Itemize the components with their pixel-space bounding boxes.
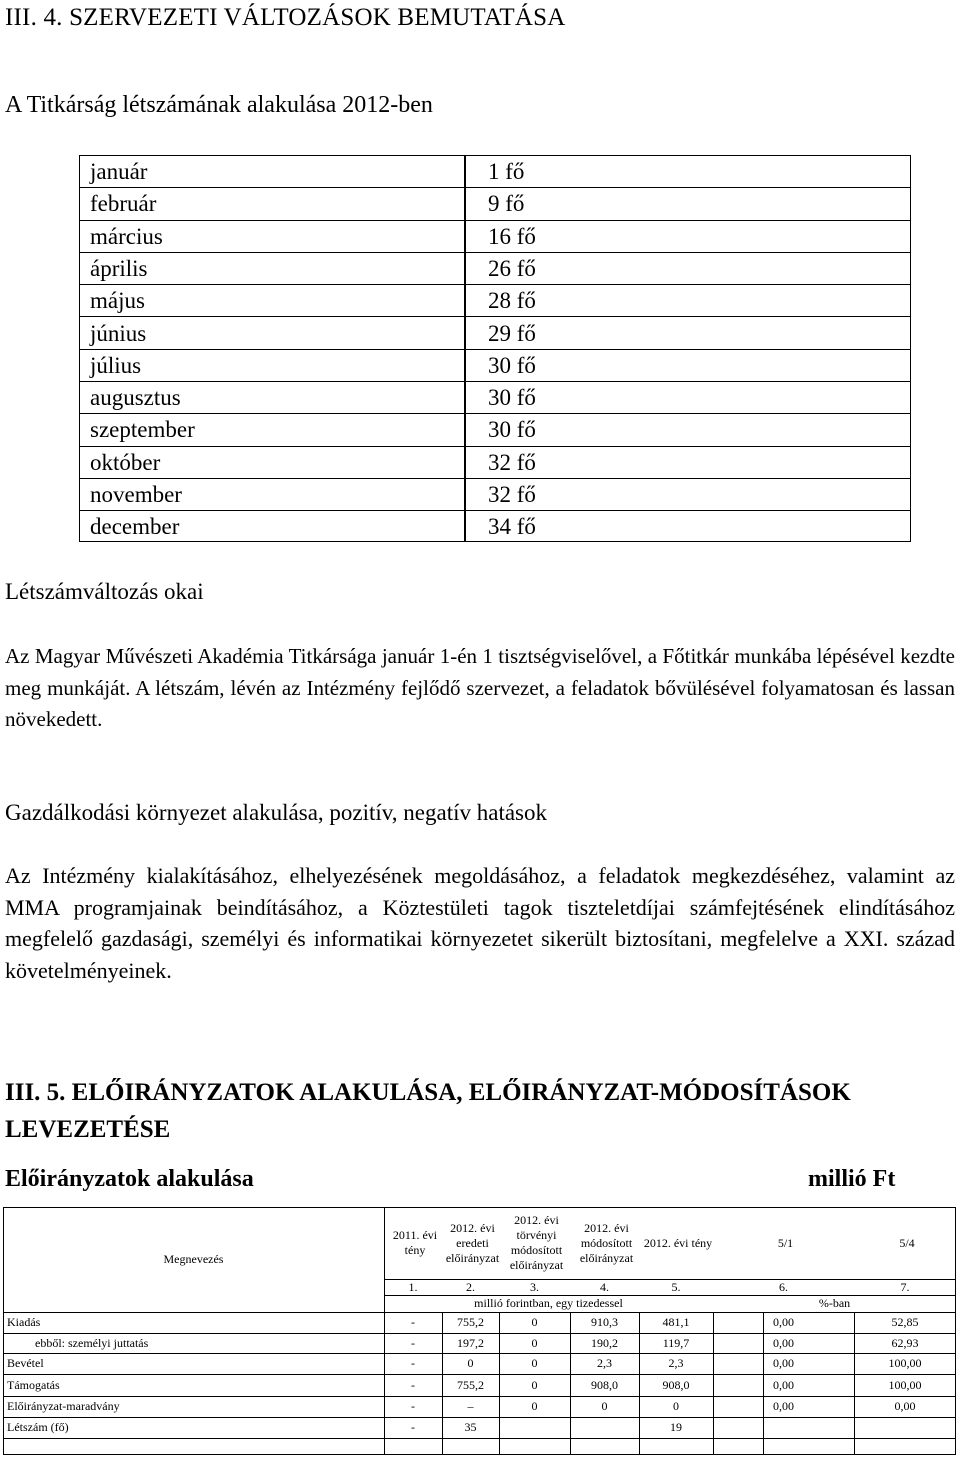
month-label: november [90, 482, 182, 507]
table-cell: 908,0 [591, 1377, 618, 1392]
row-label: Előirányzat-maradvány [7, 1399, 120, 1413]
headcount-row [80, 350, 910, 382]
column-header: 5/1 [777, 1235, 794, 1250]
percent-note: %-ban [818, 1296, 851, 1310]
headcount-row [80, 188, 910, 220]
table-cell: 197,2 [457, 1335, 484, 1350]
column-number: 3. [530, 1279, 539, 1294]
budget-table-title: Előirányzatok alakulása [5, 1166, 254, 1192]
headcount-row [80, 382, 910, 414]
month-label: augusztus [90, 385, 181, 411]
section-heading-iii-5: III. 5. ELŐIRÁNYZATOK ALAKULÁSA, ELŐIRÁNYZAT-MÓDOSÍTÁSOK [5, 1079, 851, 1106]
month-label: május [90, 288, 145, 314]
headcount-row [80, 285, 910, 317]
table-cell: 755,2 [457, 1315, 484, 1329]
headcount-value: 30 fő [488, 385, 536, 411]
table-cell: – [467, 1399, 474, 1413]
headcount-row [80, 511, 910, 543]
table-cell: 0 [531, 1315, 538, 1329]
table-cell: 910,3 [591, 1315, 618, 1329]
table-cell: 62,93 [891, 1335, 919, 1350]
table-cell: - [411, 1335, 415, 1350]
table-cell: - [411, 1356, 415, 1370]
table-cell: 35 [464, 1420, 477, 1434]
table-cell: 119,7 [662, 1335, 690, 1350]
month-label: április [90, 255, 148, 281]
table-cell: 0 [601, 1399, 608, 1413]
table-cell: - [411, 1420, 415, 1434]
name-header: Megnevezés [163, 1252, 224, 1266]
headcount-row [80, 447, 910, 479]
headcount-table [79, 155, 911, 542]
table-cell: 0 [673, 1399, 679, 1413]
table-cell: 0,00 [894, 1399, 916, 1413]
headcount-row [80, 156, 910, 188]
table-cell: 190,2 [591, 1335, 618, 1350]
headcount-value: 1 fő [488, 159, 525, 184]
headcount-value: 32 fő [488, 482, 536, 507]
month-label: július [90, 352, 142, 378]
row-label: ebből: személyi juttatás [35, 1336, 149, 1350]
month-label: június [90, 320, 147, 346]
headcount-row [80, 253, 910, 285]
column-header: 2012. évi tény [643, 1235, 713, 1250]
headcount-value: 32 fő [488, 449, 536, 475]
table-cell: 0,00 [773, 1399, 794, 1413]
column-number: 4. [600, 1279, 609, 1294]
reasons-title: Létszámváltozás okai [5, 579, 204, 604]
table-cell: 0,00 [773, 1377, 794, 1392]
table-cell: 0 [467, 1356, 474, 1370]
headcount-value: 29 fő [488, 320, 536, 346]
table-cell: 0 [531, 1356, 538, 1370]
econ-paragraph: Az Intézmény kialakításához, elhelyezésének megoldásához, a feladatok megkezdéséhez, valamint az MMA programjainak beindításához, a Köztestületi tagok tiszteletdíjai számfejtésének elindításához megfelelő gazdasági, személyi és informatikai környezetet sikerült biztosítani, megfelelve a XXI. század követelményeinek. [5, 863, 955, 983]
month-label: szeptember [90, 417, 195, 443]
month-label: október [90, 449, 161, 475]
table-cell: 755,2 [457, 1377, 484, 1392]
column-header: 2012. évi törvényi módosított előirányzat [509, 1213, 564, 1272]
table-cell: 908,0 [662, 1377, 690, 1392]
table-cell: - [411, 1399, 415, 1413]
headcount-value: 9 fő [488, 191, 525, 217]
column-number: 5. [671, 1279, 681, 1294]
table-cell: 2,3 [668, 1356, 684, 1370]
budget-unit-label: millió Ft [808, 1166, 896, 1192]
row-rule [3, 1438, 956, 1439]
month-label: március [90, 223, 163, 249]
column-number: 2. [466, 1279, 475, 1294]
column-header: 2012. évi eredeti előirányzat [445, 1220, 500, 1265]
headcount-row [80, 479, 910, 511]
row-label: Kiadás [7, 1315, 41, 1329]
column-header: 2012. évi módosított előirányzat [579, 1220, 634, 1265]
section-heading-iii-4: III. 4. SZERVEZETI VÁLTOZÁSOK BEMUTATÁSA [5, 4, 566, 31]
table-cell: - [411, 1377, 415, 1392]
headcount-subtitle: A Titkárság létszámának alakulása 2012-ben [5, 92, 433, 118]
headcount-row [80, 221, 910, 253]
row-label: Bevétel [7, 1356, 44, 1370]
section-heading-iii-5-line2: LEVEZETÉSE [5, 1116, 171, 1143]
table-cell: 2,3 [597, 1356, 612, 1370]
headcount-row [80, 414, 910, 446]
column-header: 2011. évi tény [392, 1228, 438, 1257]
table-cell: 0 [531, 1399, 538, 1413]
column-number: 7. [900, 1279, 910, 1294]
column-header: 5/4 [899, 1235, 915, 1250]
column-number: 1. [408, 1279, 418, 1294]
budget-table [3, 1207, 956, 1455]
headcount-value: 28 fő [488, 288, 536, 314]
headcount-value: 16 fő [488, 223, 536, 249]
column-number: 6. [779, 1279, 788, 1294]
headcount-value: 30 fő [488, 417, 536, 443]
headcount-value: 26 fő [488, 255, 536, 281]
table-cell: 52,85 [891, 1315, 919, 1329]
table-cell: 0,00 [773, 1315, 794, 1329]
month-label: december [90, 514, 180, 540]
table-cell: 0 [531, 1377, 538, 1392]
month-label: január [90, 159, 148, 184]
month-label: február [90, 191, 157, 217]
row-label: Létszám (fő) [7, 1420, 69, 1434]
table-cell: 0,00 [773, 1356, 794, 1370]
headcount-row [80, 318, 910, 350]
econ-title: Gazdálkodási környezet alakulása, pozitív, negatív hatások [5, 800, 548, 825]
headcount-value: 34 fő [488, 514, 536, 540]
unit-note: millió forintban, egy tizedessel [474, 1296, 623, 1310]
reasons-paragraph: Az Magyar Művészeti Akadémia Titkársága január 1-én 1 tisztségviselővel, a Főtitkár munkába lépésével kezdte meg munkáját. A létszám, lévén az Intézmény fejlődő szervezet, a feladatok bővülésével folyamatosan és lassan növekedett. [5, 644, 955, 731]
table-border-bottom [3, 1454, 956, 1455]
table-cell: - [411, 1315, 415, 1329]
table-cell: 0,00 [773, 1335, 794, 1350]
table-cell: 100,00 [888, 1377, 922, 1392]
table-cell: 100,00 [888, 1356, 922, 1370]
row-label: Támogatás [7, 1378, 60, 1392]
headcount-value: 30 fő [488, 352, 536, 378]
table-cell: 19 [670, 1420, 682, 1434]
table-cell: 0 [531, 1335, 538, 1350]
table-cell: 481,1 [662, 1315, 690, 1329]
